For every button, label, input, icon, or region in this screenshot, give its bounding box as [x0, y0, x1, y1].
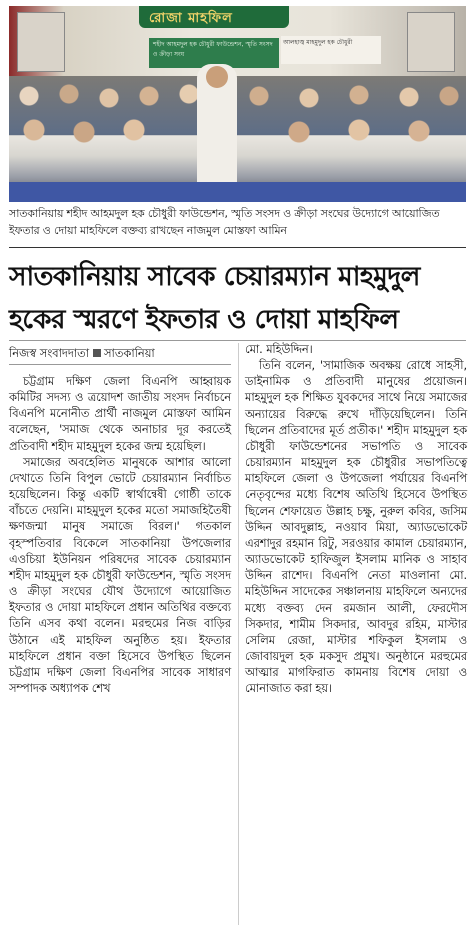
news-photo — [9, 6, 466, 202]
paragraph: তিনি বলেন, 'সামাজিক অবক্ষয় রোধে সাহসী, ডাইনামিক ও প্রতিবাদী মানুষের প্রয়োজন। মাহমুদুল হক শিক্ষিত যুবকদের সাথে নিয়ে সমাজের অন্যায়ের বিরুদ্ধে রুখে দাঁড়িয়েছিলেন। তিনি ছিলেন প্রতিবাদের মূর্ত প্রতীক।' শহীদ মাহমুদুল হক চৌধুরী ফাউন্ডেশনের সভাপতি ও সাবেক চেয়ারম্যান মাহমুদুল হক চৌধুরীর সভাপতিত্বে মাহফিলে জেলা ও উপজেলা পর্যায়ের বিএনপি নেতৃবৃন্দের মধ্যে বিশেষ অতিথি হিসেবে উপস্থিত ছিলেন শেফায়েত উল্লাহ চক্ষু, নুরুল কবির, জসিম উদ্দিন আবদুল্লাহ, নওয়াব মিয়া, অ্যাডভোকেট এরশাদুর রহমান রিটু, সরওয়ার কামাল চেয়ারম্যান, অ্যাডভোকেট হাফিজুল ইসলাম মানিক ও সাহাব উদ্দিন রাশেদ। বিএনপি নেতা মাওলানা মো. মহিউদ্দিন সাদেকের সঞ্চালনায় মাহফিলে অন্যদের মধ্যে বক্তব্য দেন রমজান আলী, ফেরদৌস সিকদার, শামীম সিকদার, আবদুর রহিম, মাস্টার সেলিম রেজা, মাস্টার শফিকুল ইসলাম ও জোবায়দুল হক মকসুদ প্রমুখ। অনুষ্ঠানে মরহুমের আত্মার মাগফিরাত কামনায় বিশেষ দোয়া ও মোনাজাত করা হয়। — [245, 358, 467, 696]
banner-subtitle: শহীদ আহমদুল হক চৌধুরী ফাউন্ডেশন, স্মৃতি সংসদ ও ক্রীড়া সংঘ — [149, 38, 279, 68]
stage-table — [9, 182, 466, 202]
column-divider — [238, 343, 239, 925]
article-column-left — [9, 373, 231, 696]
article-column-right — [245, 341, 467, 696]
paragraph: চট্টগ্রাম দক্ষিণ জেলা বিএনপি আহ্বায়ক কমিটির সদস্য ও ত্রয়োদশ জাতীয় সংসদ নির্বাচনে বিএনপি মনোনীত প্রার্থী নাজমুল মোস্তফা আমিন বলেছেন, 'সমাজ থেকে অনাচার দূর করতেই প্রতিবাদী শহীদ মাহমুদুল হকের জন্ম হয়েছিল। — [9, 374, 231, 453]
banner-side-text: আলহাজ্ব মাহমুদুল হক চৌধুরী — [281, 36, 381, 64]
reporter: নিজস্ব সংবাদদাতা — [9, 346, 89, 360]
square-icon — [93, 349, 101, 357]
photo-caption: সাতকানিয়ায় শহীদ আহমদুল হক চৌধুরী ফাউন্ডেশন, স্মৃতি সংসদ ও ক্রীড়া সংঘের উদ্যোগে আয়োজিত ইফতার ও দোয়া মাহফিলে বক্তব্য রাখছেন নাজমুল মোস্তফা আমিন — [9, 207, 440, 237]
portrait-left — [17, 12, 65, 72]
paragraph: মো. মহিউদ্দিন। — [245, 342, 313, 356]
divider — [9, 247, 466, 248]
portrait-right — [407, 12, 455, 72]
headline: সাতকানিয়ায় সাবেক চেয়ারম্যান মাহমুদুল হকের স্মরণে ইফতার ও দোয়া মাহফিল — [9, 261, 420, 335]
byline — [9, 345, 155, 364]
paragraph: সমাজের অবহেলিত মানুষকে আশার আলো দেখাতে তিনি বিপুল ভোটে চেয়ারম্যান নির্বাচিত হয়েছিলেন। কিন্তু একটি স্বার্থান্বেষী গোষ্ঠী তাকে বাঁচতে দেয়নি। মাহমুদুল হকের মতো সমাজহিতৈষী ক্ষণজন্মা মানুষ সমাজে বিরল।' গতকাল বৃহস্পতিবার বিকেলে সাতকানিয়া উপজেলার এওচিয়া ইউনিয়ন পরিষদের সাবেক চেয়ারম্যান শহীদ মাহমুদুল হক চৌধুরী ফাউন্ডেশন, স্মৃতি সংসদ ও ক্রীড়া সংঘের যৌথ উদ্যোগে আয়োজিত ইফতার ও দোয়া মাহফিলে প্রধান অতিথির বক্তব্যে তিনি এসব কথা বলেন। মরহুমের নিজ বাড়ির উঠানে এই মাহফিল অনুষ্ঠিত হয়। ইফতার মাহফিলে প্রধান বক্তা হিসেবে উপস্থিত ছিলেন চট্টগ্রাম দক্ষিণ জেলা বিএনপির সাবেক সাধারণ সম্পাদক অধ্যাপক শেখ — [9, 454, 231, 695]
banner-title: রোজা মাহফিল — [149, 11, 233, 26]
dateline-location: সাতকানিয়া — [104, 346, 155, 360]
divider — [9, 364, 231, 365]
stage-banner — [9, 6, 466, 76]
